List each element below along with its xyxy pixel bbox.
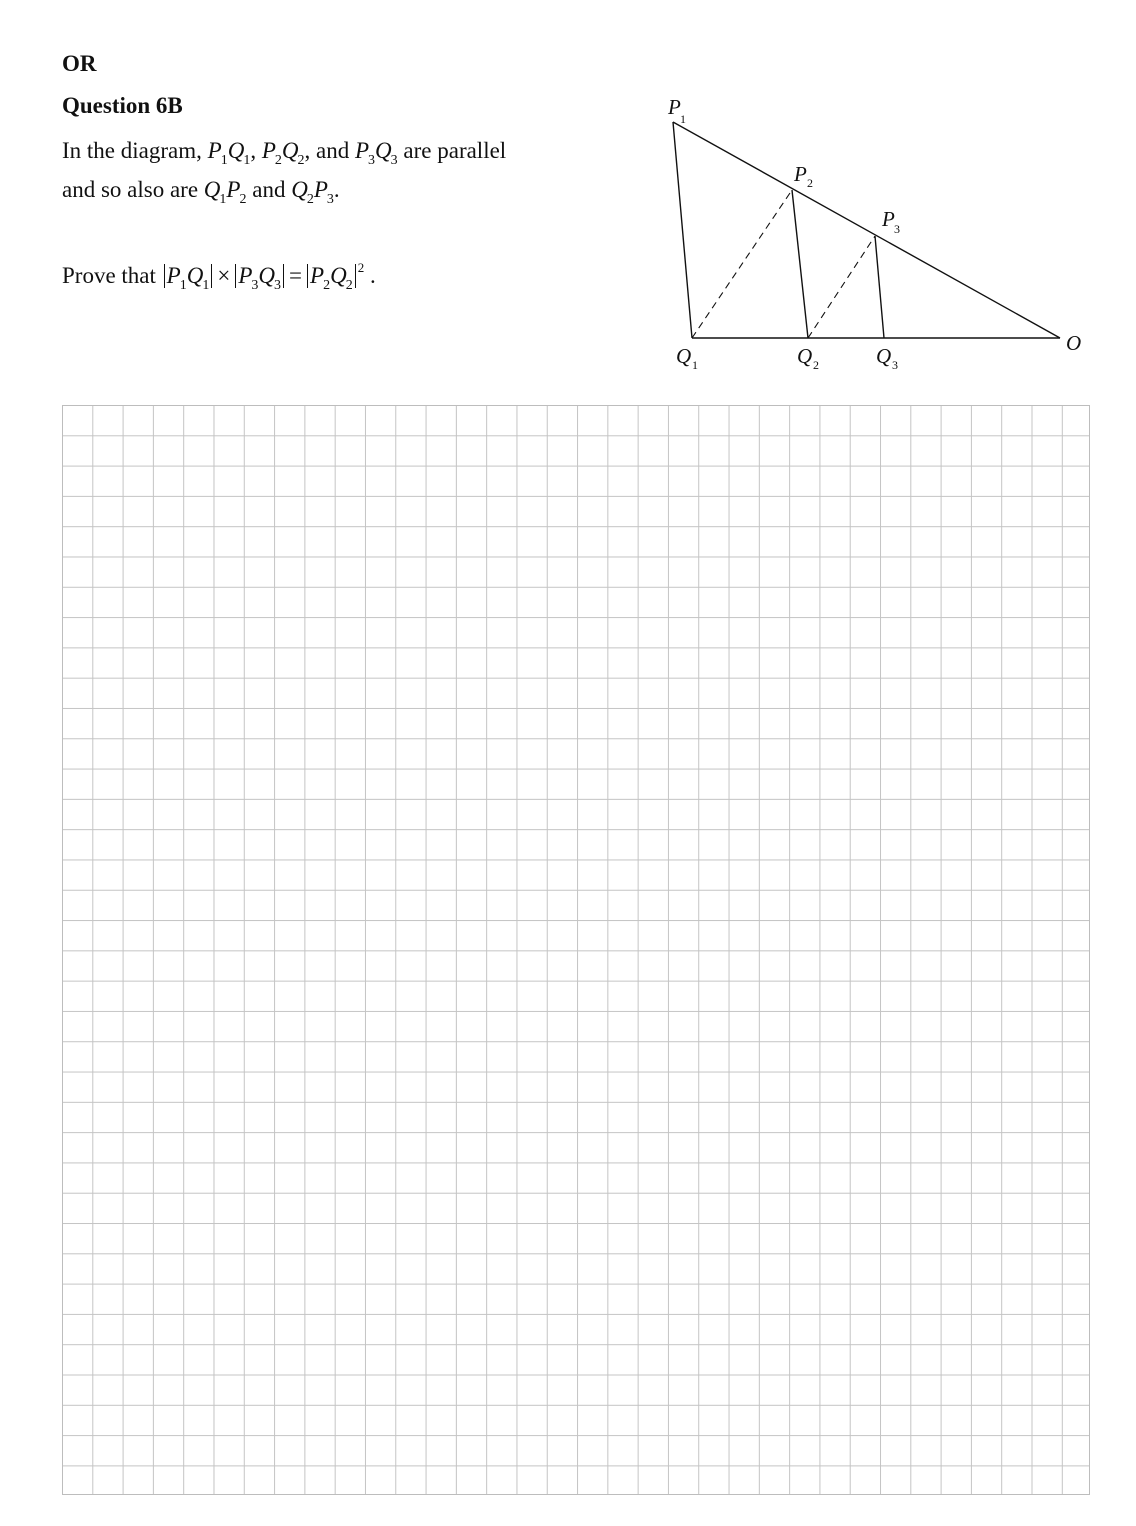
statement-intro: In the diagram, — [62, 138, 202, 163]
separator: , — [250, 138, 257, 163]
segment-q2p3: $Q_2P_3$ — [291, 177, 334, 207]
length-p2q2: $P_2Q_2$ — [310, 263, 353, 293]
and-word: and — [252, 177, 286, 202]
statement-line-1 — [62, 138, 507, 168]
answer-grid[interactable] — [62, 405, 1090, 1495]
svg-text:O: O — [1066, 331, 1082, 355]
svg-text:2: 2 — [807, 176, 813, 190]
times-sign: × — [217, 263, 231, 288]
label-o — [1066, 331, 1081, 355]
segment-p3q3: $P_3Q_3$ — [354, 138, 398, 168]
line-p3-q3 — [875, 236, 884, 338]
svg-text:Q: Q — [676, 344, 692, 368]
svg-text:Q: Q — [876, 344, 892, 368]
geometry-diagram — [640, 80, 1110, 390]
prove-period: . — [369, 263, 376, 288]
label-q2 — [797, 344, 819, 372]
svg-text:Q: Q — [797, 344, 813, 368]
exponent: 2 — [357, 260, 365, 275]
statement-period: . — [333, 177, 340, 202]
separator-and: , and — [304, 138, 350, 163]
statement-line-2 — [62, 177, 340, 207]
statement-line2-intro: and so also are — [62, 177, 199, 202]
length-p1q1: $P_1Q_1$ — [166, 263, 210, 293]
prove-line — [62, 260, 376, 293]
dashed-q1-p2 — [692, 190, 792, 338]
label-p1 — [667, 95, 686, 126]
prove-intro: Prove that — [62, 263, 156, 288]
svg-text:P: P — [668, 95, 681, 119]
line-p1-q1 — [673, 122, 692, 338]
segment-p1q1: $P_1Q_1$ — [207, 138, 251, 168]
svg-text:P: P — [882, 207, 895, 231]
question-heading: Question 6B — [62, 93, 183, 118]
svg-text:3: 3 — [892, 358, 898, 372]
label-q3 — [876, 344, 898, 372]
line-p1-o — [673, 122, 1060, 338]
equals-sign: = — [289, 263, 302, 288]
or-heading: OR — [62, 51, 97, 76]
segment-q1p2: $Q_1P_2$ — [203, 177, 247, 207]
svg-text:3: 3 — [894, 222, 900, 236]
statement-tail: are parallel — [403, 138, 507, 163]
svg-text:P: P — [794, 162, 807, 186]
dashed-q2-p3 — [808, 236, 875, 338]
svg-text:1: 1 — [692, 358, 698, 372]
line-p2-q2 — [792, 190, 808, 338]
label-q1 — [676, 344, 698, 372]
svg-text:1: 1 — [680, 112, 686, 126]
length-p3q3: $P_3Q_3$ — [238, 263, 282, 293]
svg-text:2: 2 — [813, 358, 819, 372]
label-p3 — [881, 207, 900, 236]
label-p2 — [793, 162, 813, 190]
segment-p2q2: $P_2Q_2$ — [261, 138, 305, 168]
